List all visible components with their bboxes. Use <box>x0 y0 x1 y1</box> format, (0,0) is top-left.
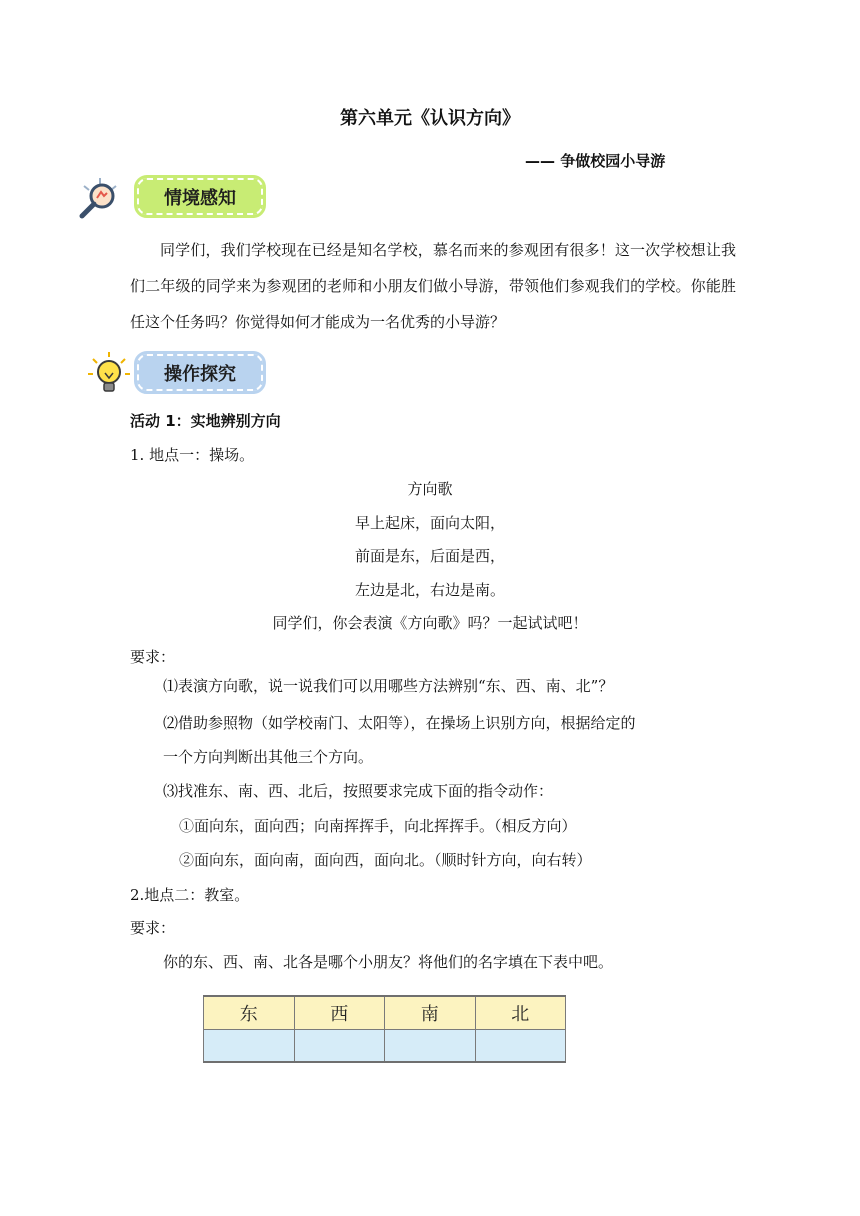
cell-north-name[interactable] <box>475 1030 566 1063</box>
table-row <box>204 1030 566 1063</box>
cell-south-name[interactable] <box>385 1030 476 1063</box>
location-1: 1. 地点一：操场。 <box>130 446 255 464</box>
cell-east-name[interactable] <box>204 1030 295 1063</box>
requirements-label-2: 要求： <box>130 919 176 937</box>
header-west: 西 <box>294 996 385 1030</box>
header-north: 北 <box>475 996 566 1030</box>
location-2: 2.地点二：教室。 <box>130 886 250 904</box>
intro-paragraph: 同学们，我们学校现在已经是知名学校，慕名而来的参观团有很多！这一次学校想让我们二年级的同学来为参观团的老师和小朋友们做小导游，带领他们参观我们的学校。你能胜任这个任务吗？你觉得如何才能成为一名优秀的小导游？ <box>130 241 736 331</box>
song-line-3: 左边是北，右边是南。 <box>354 581 505 599</box>
song-line-2: 前面是东，后面是西， <box>354 547 505 565</box>
song-title: 方向歌 <box>407 480 453 498</box>
page-title: 第六单元《认识方向》 <box>340 108 520 129</box>
header-south: 南 <box>385 996 476 1030</box>
requirement-2b: 一个方向判断出其他三个方向。 <box>163 748 374 766</box>
command-1: ①面向东，面向西；向南挥挥手，向北挥挥手。（相反方向） <box>179 817 577 835</box>
section-badge-explore: 操作探究 <box>137 354 263 391</box>
section-badge-situation: 情境感知 <box>137 178 263 215</box>
activity-title: 活动 1：实地辨别方向 <box>130 412 281 430</box>
command-2: ②面向东，面向南，面向西，面向北。（顺时针方向，向右转） <box>179 851 592 869</box>
classroom-task: 你的东、西、南、北各是哪个小朋友？将他们的名字填在下表中吧。 <box>163 953 614 971</box>
requirement-1: ⑴表演方向歌，说一说我们可以用哪些方法辨别“东、西、南、北”？ <box>163 677 614 695</box>
song-prompt: 同学们，你会表演《方向歌》吗？一起试试吧！ <box>272 614 588 632</box>
requirements-label: 要求： <box>130 648 176 666</box>
requirement-3: ⑶找准东、南、西、北后，按照要求完成下面的指令动作： <box>163 782 554 800</box>
direction-table <box>203 995 566 1063</box>
cell-west-name[interactable] <box>294 1030 385 1063</box>
header-east: 东 <box>204 996 295 1030</box>
song-line-1: 早上起床，面向太阳， <box>354 514 505 532</box>
requirement-2a: ⑵借助参照物（如学校南门、太阳等），在操场上识别方向，根据给定的 <box>163 714 636 732</box>
magnifier-icon <box>76 174 124 220</box>
table-header-row <box>204 996 566 1030</box>
page-subtitle: —— 争做校园小导游 <box>525 152 666 170</box>
lightbulb-icon <box>86 350 132 396</box>
